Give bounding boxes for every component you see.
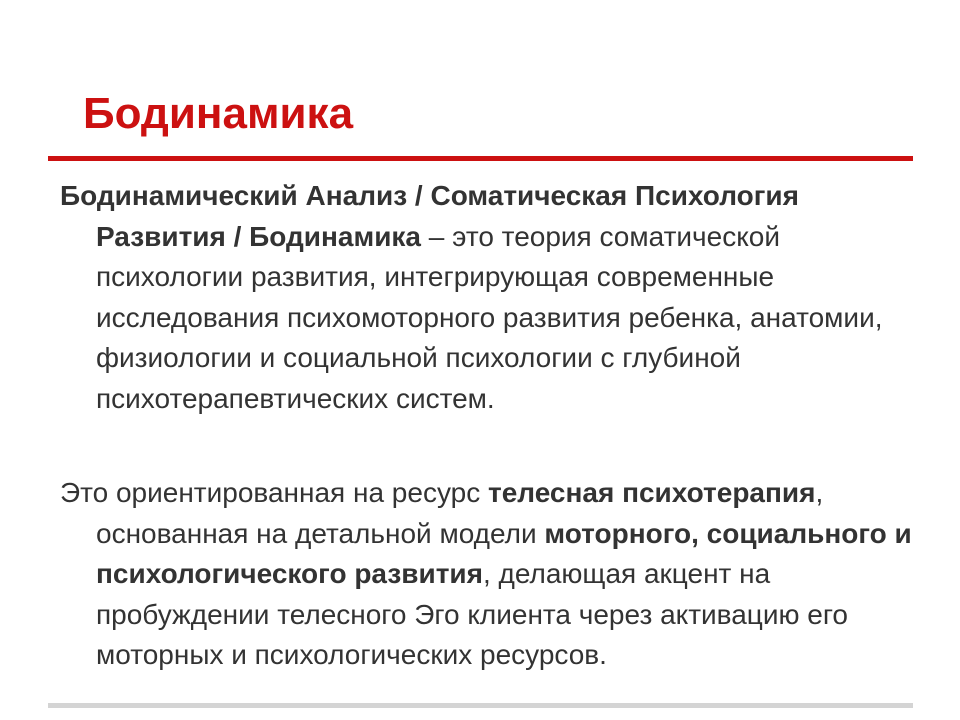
paragraph-description xyxy=(60,473,920,676)
title-underline xyxy=(48,156,913,161)
bottom-divider xyxy=(48,703,913,708)
text-run-bold: Бодинамический Анализ / Соматическая Психология Развития / Бодинамика xyxy=(60,180,799,252)
text-run: Это ориентированная на ресурс xyxy=(60,477,488,508)
text-run: , основанная на детальной модели xyxy=(96,477,824,549)
slide-body xyxy=(60,176,920,676)
slide-title: Бодинамика xyxy=(83,89,354,138)
text-run: – это теория соматической психологии развития, интегрирующая современные исследования психомоторного развития ребенка, анатомии, физиологии и социальной психологии с глубиной психотерапевтических систем. xyxy=(96,220,883,414)
text-run: , делающая акцент на пробуждении телесного Эго клиента через активацию его моторных и психологических ресурсов. xyxy=(96,558,849,670)
text-run-bold: моторного, социального и психологического развития xyxy=(96,517,912,589)
paragraph-definition xyxy=(60,176,920,419)
text-run-bold: телесная психотерапия xyxy=(487,477,816,508)
